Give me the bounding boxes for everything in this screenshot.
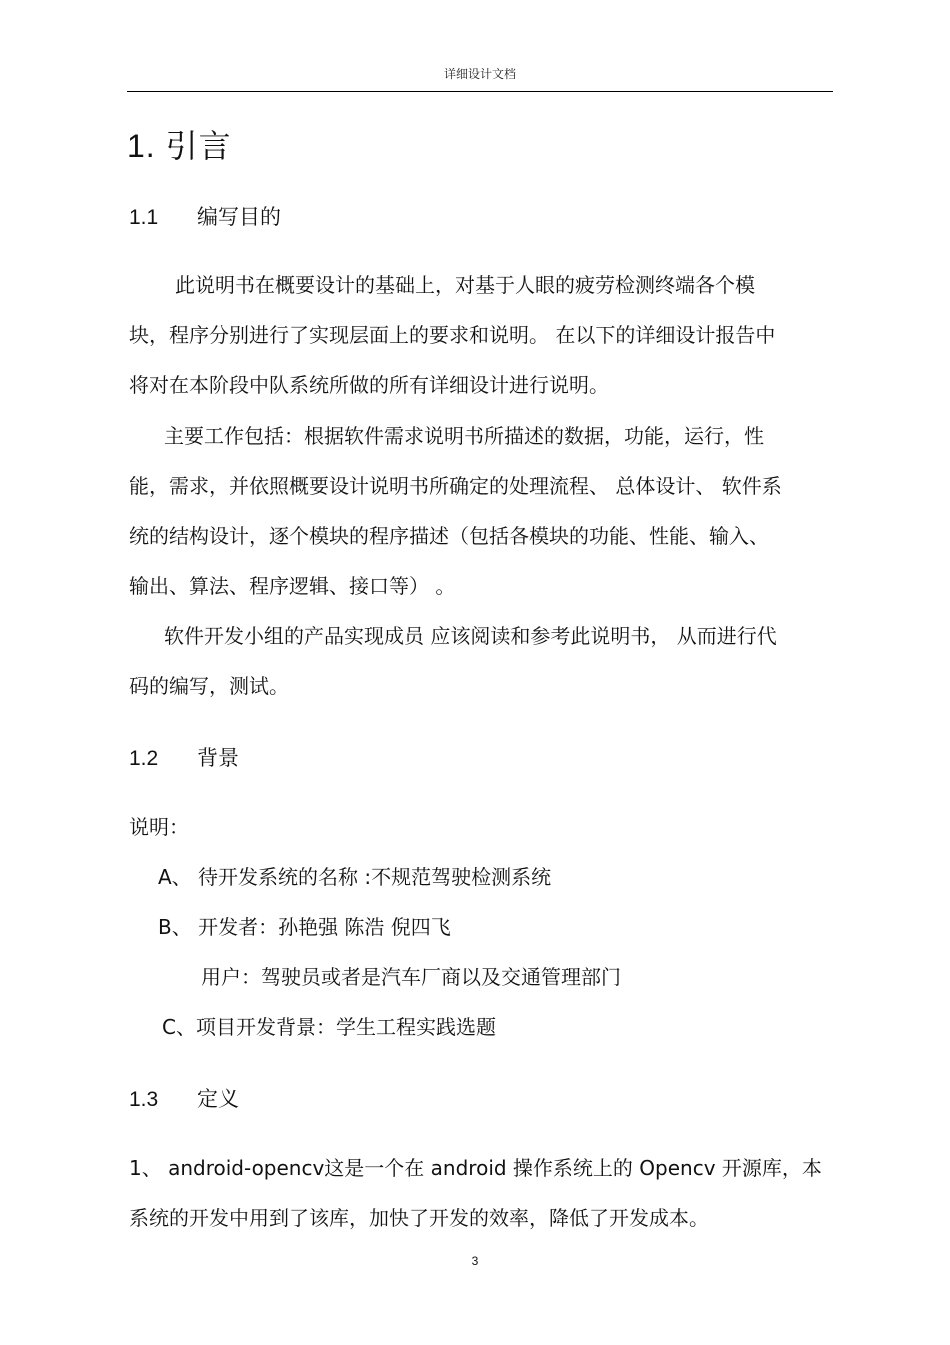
purpose-line: 统的结构设计，逐个模块的程序描述（包括各模块的功能、性能、输入、 [129, 524, 769, 548]
purpose-line: 码的编写，测试。 [129, 674, 289, 698]
background-item-b: B、 开发者：孙艳强 陈浩 倪四飞 [158, 915, 451, 939]
purpose-line: 主要工作包括：根据软件需求说明书所描述的数据，功能，运行，性 [164, 424, 764, 448]
section-heading-1-3 [129, 1084, 239, 1115]
section-number: 1.3 [129, 1088, 159, 1111]
section-title: 背景 [197, 746, 239, 770]
background-intro: 说明： [129, 815, 189, 839]
purpose-line: 此说明书在概要设计的基础上，对基于人眼的疲劳检测终端各个模 [175, 273, 755, 297]
purpose-line: 输出、算法、程序逻辑、接口等） 。 [129, 574, 456, 598]
background-item-users: 用户：驾驶员或者是汽车厂商以及交通管理部门 [201, 965, 621, 989]
definition-line: 1、 android-opencv这是一个在 android 操作系统上的 Opencv 开源库，本 [129, 1156, 822, 1180]
purpose-line: 能，需求，并依照概要设计说明书所确定的处理流程、 总体设计、 软件系 [129, 474, 782, 498]
section-number: 1.1 [129, 206, 159, 229]
purpose-line: 将对在本阶段中队系统所做的所有详细设计进行说明。 [129, 373, 609, 397]
section-heading-1-2 [129, 743, 239, 774]
chapter-title: 1. 引言 [127, 128, 232, 164]
section-title: 定义 [197, 1087, 239, 1111]
definition-line: 系统的开发中用到了该库，加快了开发的效率，降低了开发成本。 [129, 1206, 709, 1230]
page-header: 详细设计文档 [443, 67, 516, 81]
header-divider [127, 91, 833, 92]
page-number: 3 [471, 1254, 479, 1268]
background-item-c: C、项目开发背景：学生工程实践选题 [162, 1015, 496, 1039]
section-title: 编写目的 [197, 205, 281, 229]
purpose-line: 软件开发小组的产品实现成员 应该阅读和参考此说明书， 从而进行代 [164, 624, 777, 648]
purpose-line: 块，程序分别进行了实现层面上的要求和说明。 在以下的详细设计报告中 [129, 323, 776, 347]
section-number: 1.2 [129, 747, 159, 770]
section-heading-1-1 [129, 202, 281, 233]
background-item-a: A、 待开发系统的名称 :不规范驾驶检测系统 [158, 865, 552, 889]
